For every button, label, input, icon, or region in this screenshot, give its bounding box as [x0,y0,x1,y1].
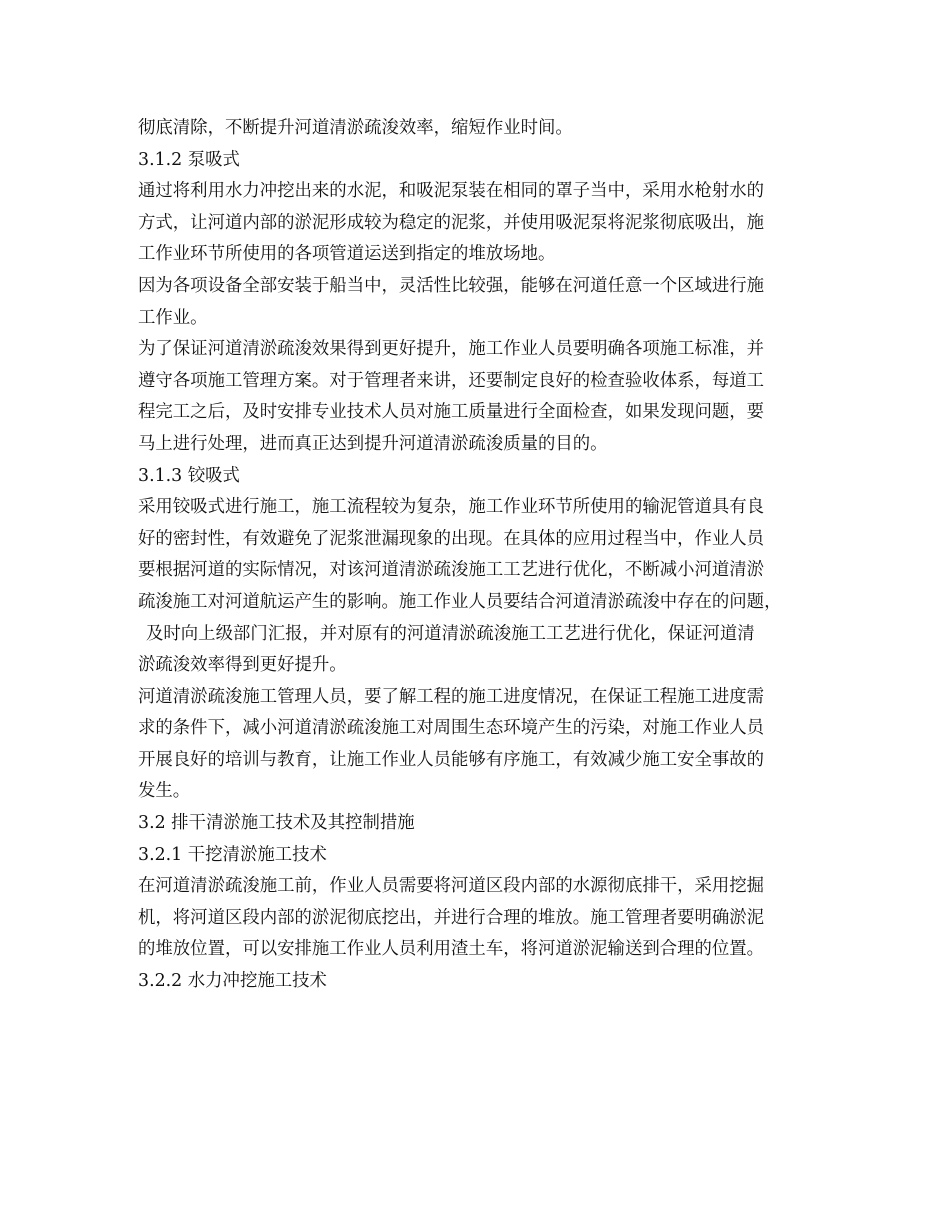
text-line: 马上进行处理，进而真正达到提升河道清淤疏浚质量的目的。 [138,433,608,454]
text-line: 求的条件下，减小河道清淤疏浚施工对周围生态环境产生的污染，对施工作业人员 [138,718,765,739]
text-line: 发生。 [138,781,191,802]
text-line: 淤疏浚效率得到更好提升。 [138,655,347,676]
text-line: 因为各项设备全部安装于船当中，灵活性比较强，能够在河道任意一个区域进行施 [138,275,765,296]
text-line: 好的密封性，有效避免了泥浆泄漏现象的出现。在具体的应用过程当中，作业人员 [138,528,765,549]
section-heading-3-2-1: 3.2.1 干挖清淤施工技术 [138,844,327,865]
text-line: 疏浚施工对河道航运产生的影响。施工作业人员要结合河道清淤疏浚中存在的问题， [138,591,782,612]
section-heading-3-1-2: 3.1.2 泵吸式 [138,149,240,170]
section-heading-3-2-2: 3.2.2 水力冲挖施工技术 [138,971,327,992]
text-line: 遵守各项施工管理方案。对于管理者来讲，还要制定良好的检查验收体系，每道工 [138,370,765,391]
section-heading-3-2: 3.2 排干清淤施工技术及其控制措施 [138,813,415,834]
text-line: 要根据河道的实际情况，对该河道清淤疏浚施工工艺进行优化，不断减小河道清淤 [138,560,765,581]
text-line: 河道清淤疏浚施工管理人员，要了解工程的施工进度情况，在保证工程施工进度需 [138,686,765,707]
text-line: 在河道清淤疏浚施工前，作业人员需要将河道区段内部的水源彻底排干，采用挖掘 [138,876,765,897]
text-line: 通过将利用水力冲挖出来的水泥，和吸泥泵装在相同的罩子当中，采用水枪射水的 [138,181,765,202]
text-line: 及时向上级部门汇报，并对原有的河道清淤疏浚施工工艺进行优化，保证河道清 [146,623,755,644]
text-line: 工作业。 [138,307,208,328]
text-line: 工作业环节所使用的各项管道运送到指定的堆放场地。 [138,244,556,265]
text-line: 机，将河道区段内部的淤泥彻底挖出，并进行合理的堆放。施工管理者要明确淤泥 [138,907,765,928]
text-line: 采用铰吸式进行施工，施工流程较为复杂，施工作业环节所使用的输泥管道具有良 [138,497,765,518]
text-line: 程完工之后，及时安排专业技术人员对施工质量进行全面检查，如果发现问题，要 [138,402,765,423]
text-line: 开展良好的培训与教育，让施工作业人员能够有序施工，有效减少施工安全事故的 [138,749,765,770]
document-body [138,113,818,998]
text-line: 方式，让河道内部的淤泥形成较为稳定的泥浆，并使用吸泥泵将泥浆彻底吸出，施 [138,212,765,233]
section-heading-3-1-3: 3.1.3 铰吸式 [138,465,240,486]
text-line: 为了保证河道清淤疏浚效果得到更好提升，施工作业人员要明确各项施工标准，并 [138,339,765,360]
text-line: 的堆放位置，可以安排施工作业人员利用渣土车，将河道淤泥输送到合理的位置。 [138,939,765,960]
text-line: 彻底清除，不断提升河道清淤疏浚效率，缩短作业时间。 [138,118,573,138]
